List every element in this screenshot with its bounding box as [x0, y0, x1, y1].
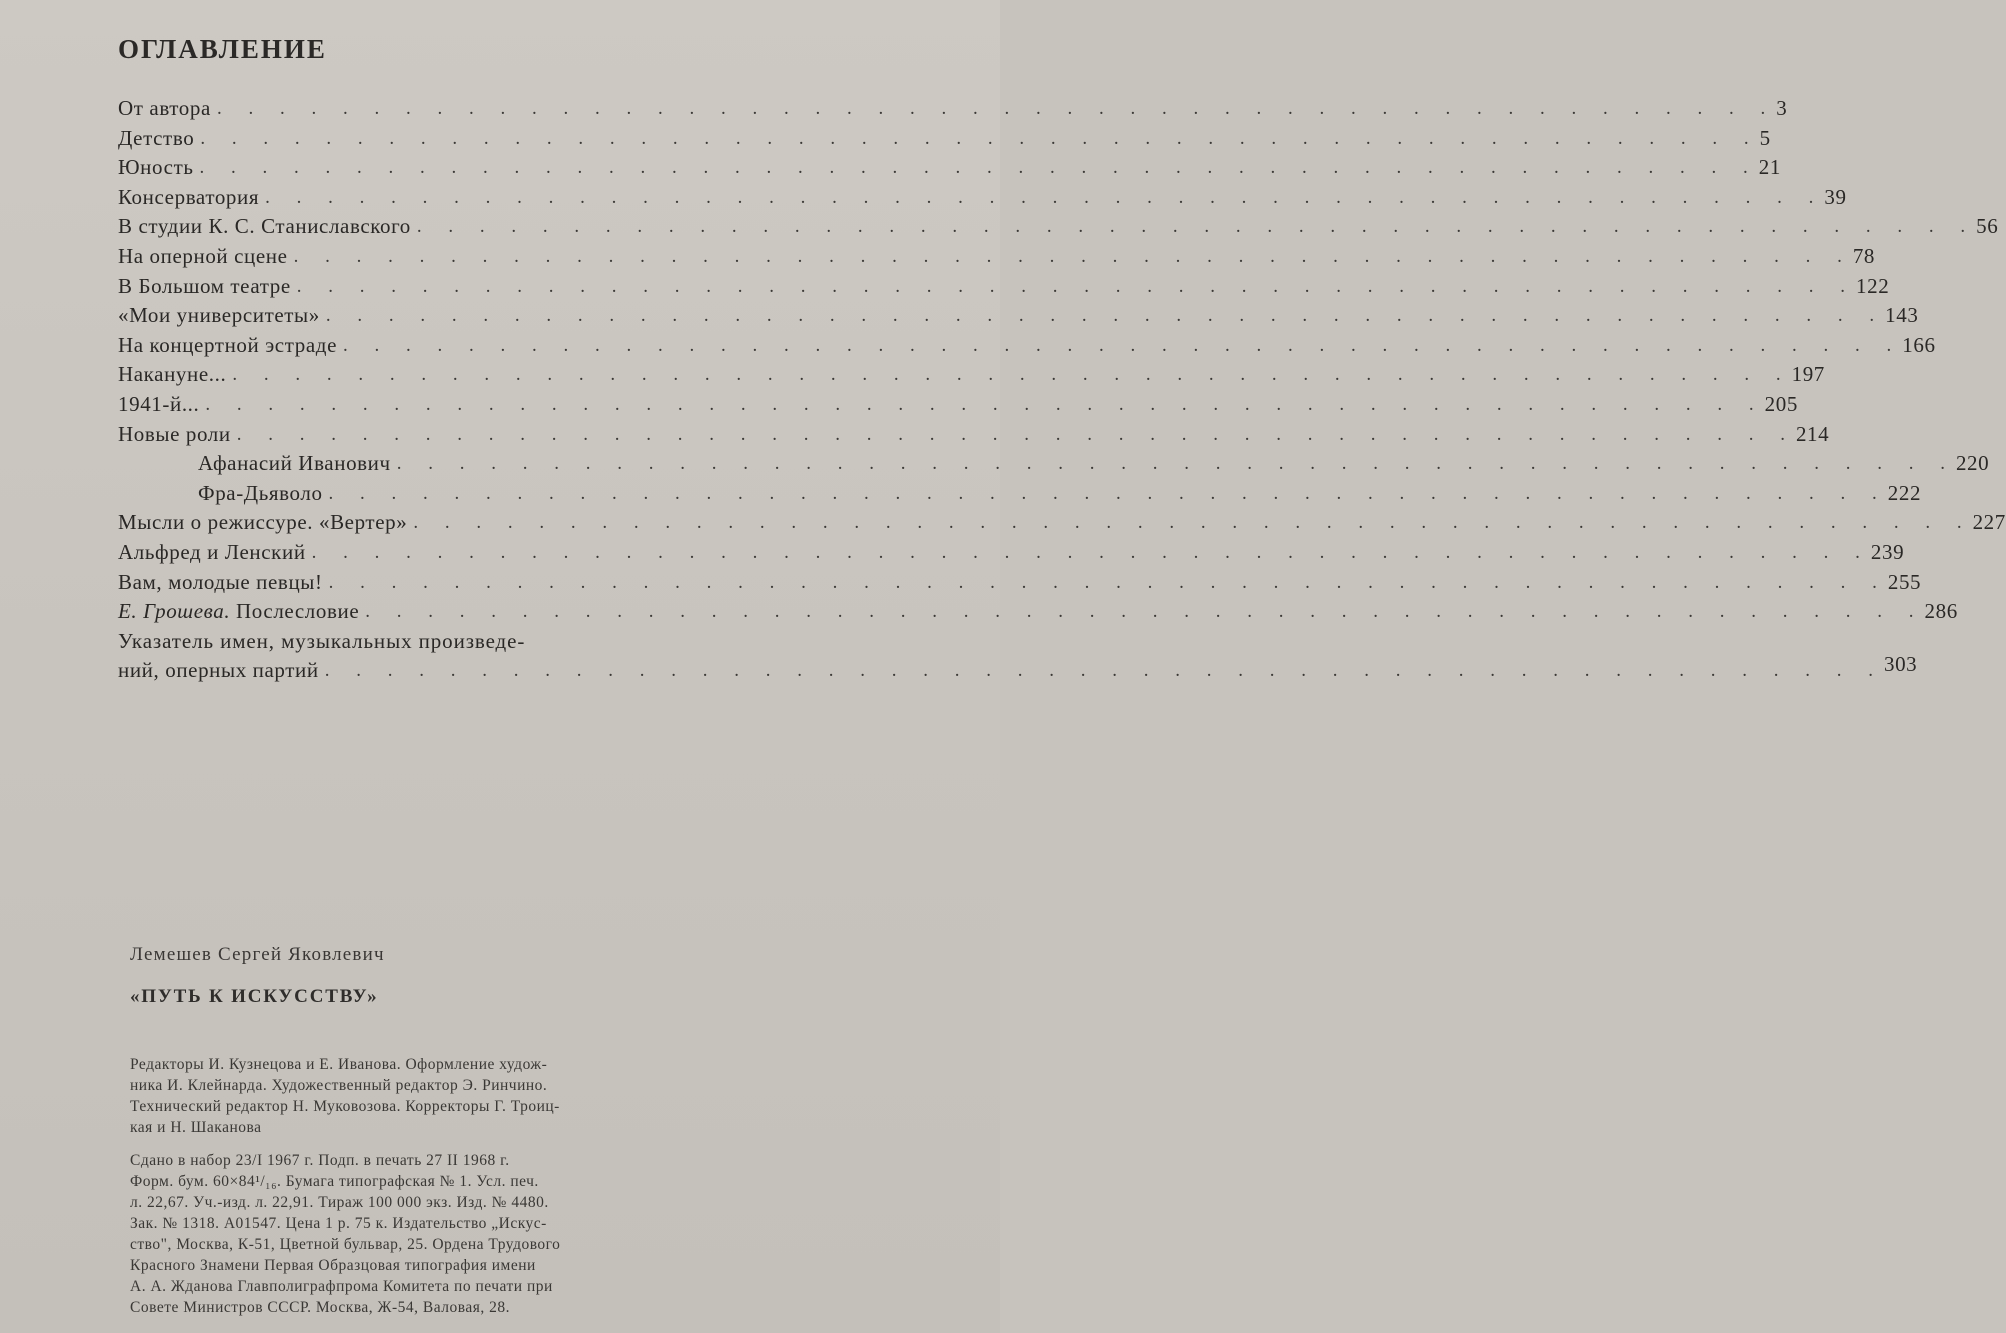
leader-dots — [329, 568, 1888, 598]
leader-dots — [365, 597, 1924, 627]
credits-block — [130, 1054, 715, 1138]
toc-entry-page: 197 — [1791, 362, 1825, 387]
leader-dots — [265, 183, 1824, 213]
leader-dots — [200, 153, 1759, 183]
leader-dots — [343, 331, 1902, 361]
printing-line: Форм. бум. 60×84¹/₁₆. Бумага типографская № 1. Усл. печ. — [130, 1173, 539, 1190]
toc-entry-page: 239 — [1870, 539, 1905, 564]
leader-dots — [413, 508, 1972, 538]
table-of-contents — [118, 94, 2006, 685]
toc-entry-title: Вам, молодые певцы! — [118, 569, 323, 594]
leader-dots — [232, 360, 1791, 390]
toc-entry-title: Детство — [118, 125, 195, 150]
credits-line: Редакторы И. Кузнецова и Е. Иванова. Оформление худож- — [130, 1056, 548, 1073]
printing-line: А. А. Жданова Главполиграфпрома Комитета по печати при — [130, 1278, 553, 1295]
toc-entry-title — [118, 597, 365, 627]
toc-entry-title: Консерватория — [118, 184, 260, 209]
toc-entry — [118, 627, 1918, 685]
toc-entry-title: Фра-Дьяволо — [198, 480, 323, 505]
printing-line: л. 22,67. Уч.-изд. л. 22,91. Тираж 100 000 экз. Изд. № 4480. — [130, 1194, 549, 1211]
leader-dots — [200, 124, 1759, 154]
printing-line: Сдано в набор 23/I 1967 г. Подп. в печать 27 II 1968 г. — [130, 1152, 510, 1169]
toc-entry — [118, 94, 1788, 124]
toc-entry — [118, 301, 1919, 331]
toc-entry-title-line1: Указатель имен, музыкальных произведе- — [118, 628, 526, 653]
toc-entry-page: 205 — [1764, 391, 1798, 416]
toc-entry — [118, 153, 1781, 183]
toc-entry-page: 214 — [1795, 421, 1830, 446]
toc-entry-title: Накануне... — [118, 362, 227, 387]
toc-entry — [118, 568, 1922, 598]
toc-entry — [118, 597, 1958, 627]
toc-entry-page: 78 — [1852, 243, 1876, 268]
toc-entry — [118, 390, 1798, 420]
leader-dots — [205, 390, 1764, 420]
printing-line: Совете Министров СССР. Москва, Ж-54, Валовая, 28. — [130, 1299, 510, 1316]
toc-entry — [118, 538, 1905, 568]
toc-entry-page: 303 — [1883, 651, 1918, 676]
toc-entry-title: В Большом театре — [118, 273, 291, 298]
toc-entry-title: В студии К. С. Станиславского — [118, 214, 411, 239]
toc-entry-title: От автора — [118, 96, 211, 120]
toc-entry-title: «Мои университеты» — [118, 303, 320, 328]
leader-dots — [329, 479, 1888, 509]
toc-entry — [118, 508, 2006, 538]
credits-line: Технический редактор Н. Муковозова. Корректоры Г. Троиц- — [130, 1098, 560, 1115]
toc-entry-title: Новые роли — [118, 421, 231, 446]
toc-entry — [118, 272, 1890, 302]
toc-entry — [118, 331, 1936, 361]
toc-entry — [118, 212, 1999, 242]
leader-dots — [294, 242, 1853, 272]
leader-dots — [237, 420, 1796, 450]
toc-entry — [118, 124, 1771, 154]
page-title: ОГЛАВЛЕНИЕ — [118, 34, 327, 64]
toc-entry-title: Альфред и Ленский — [118, 539, 306, 564]
toc-entry-page: 3 — [1776, 96, 1788, 120]
afterword-author: Е. Грошева. — [118, 599, 231, 624]
toc-entry-page: 166 — [1902, 332, 1936, 357]
toc-entry-title: Афанасий Иванович — [198, 451, 391, 476]
toc-subentry — [118, 479, 1922, 509]
toc-entry-page: 255 — [1887, 569, 1922, 594]
toc-entry — [118, 242, 1876, 272]
credits-line: кая и Н. Шаканова — [130, 1119, 262, 1136]
toc-entry-title: На концертной эстраде — [118, 332, 337, 357]
toc-entry — [118, 360, 1825, 390]
author-name: Лемешев Сергей Яковлевич — [130, 944, 385, 965]
afterword-title: Послесловие — [236, 599, 360, 624]
printing-line: Красного Знамени Первая Образцовая типография имени — [130, 1257, 536, 1274]
toc-entry-title: Юность — [118, 155, 194, 180]
leader-dots — [397, 449, 1956, 479]
toc-entry-page: 220 — [1955, 451, 1990, 476]
leader-dots — [326, 301, 1885, 331]
leader-dots — [312, 538, 1871, 568]
toc-entry — [118, 183, 1847, 213]
toc-entry-title: На оперной сцене — [118, 243, 288, 268]
toc-entry-page: 222 — [1887, 480, 1922, 505]
printing-line: ство", Москва, К-51, Цветной бульвар, 25. Ордена Трудового — [130, 1236, 561, 1253]
toc-entry-page: 5 — [1759, 125, 1771, 150]
toc-entry-page: 21 — [1758, 155, 1781, 180]
toc-entry-page: 56 — [1976, 214, 1999, 239]
toc-entry-title-line2: ний, оперных партий — [118, 657, 319, 682]
toc-subentry — [118, 449, 1990, 479]
leader-dots — [417, 212, 1976, 242]
toc-entry-page: 227 — [1972, 510, 2006, 535]
toc-entry-title: Мысли о режиссуре. «Вертер» — [118, 510, 408, 535]
leader-dots — [297, 272, 1856, 302]
toc-entry — [118, 420, 1830, 450]
leader-dots — [217, 94, 1776, 124]
toc-entry-page: 143 — [1885, 303, 1919, 328]
toc-entry-page: 39 — [1824, 184, 1847, 209]
printing-info-block — [130, 1150, 715, 1318]
book-title: «ПУТЬ К ИСКУССТВУ» — [130, 986, 379, 1007]
printing-line: Зак. № 1318. А01547. Цена 1 р. 75 к. Издательство „Искус- — [130, 1215, 547, 1232]
credits-line: ника И. Клейнарда. Художественный редактор Э. Ринчино. — [130, 1077, 548, 1094]
toc-entry-title: 1941-й... — [118, 391, 200, 416]
toc-entry-page: 286 — [1924, 599, 1958, 624]
toc-entry-page: 122 — [1856, 273, 1890, 298]
leader-dots — [325, 656, 1884, 685]
